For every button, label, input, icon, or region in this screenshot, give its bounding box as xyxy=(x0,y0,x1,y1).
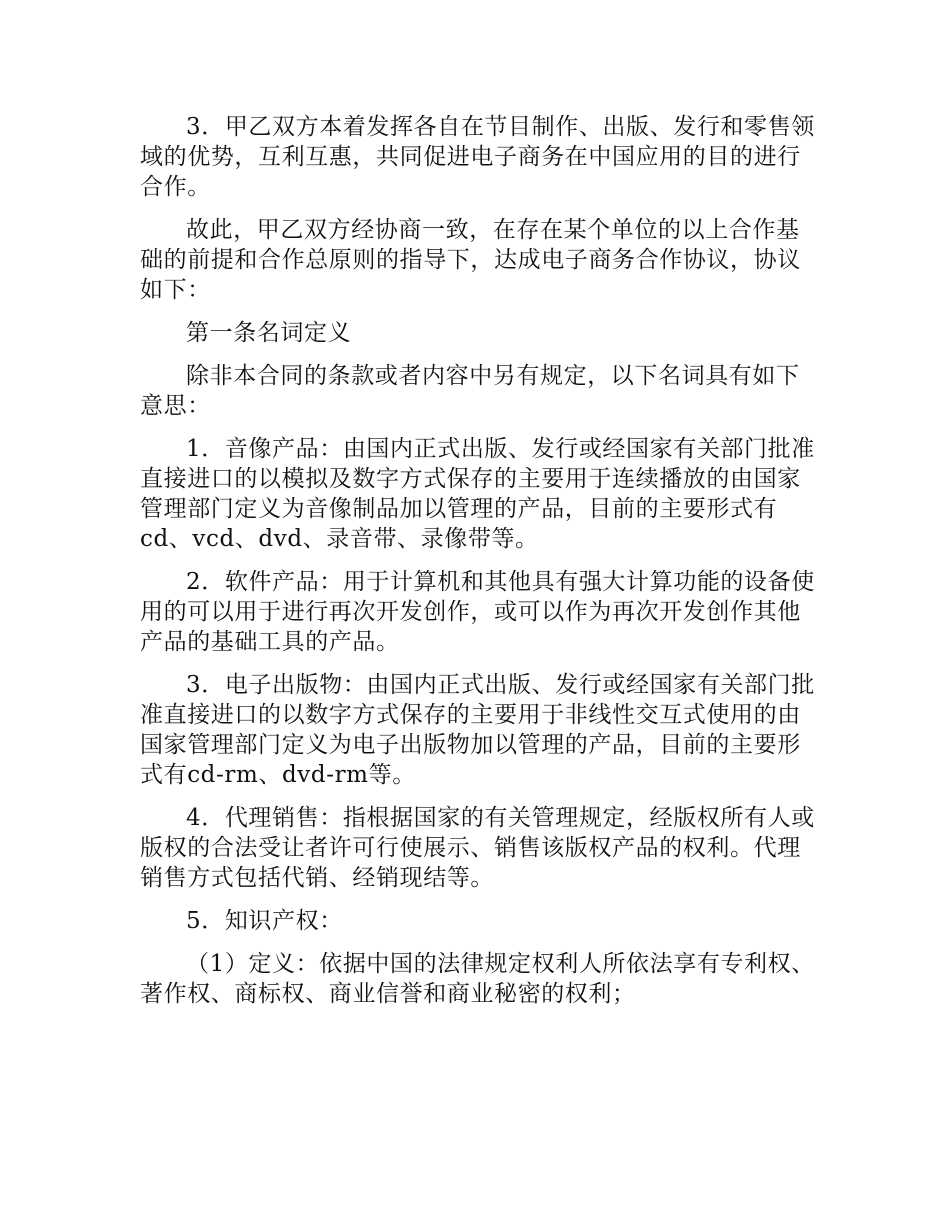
document-body xyxy=(140,112,820,1022)
paragraph-intro-cooperation: 3．甲乙双方本着发挥各自在节目制作、出版、发行和零售领域的优势，互利互惠，共同促进电子商务在中国应用的目的进行合作。 xyxy=(140,114,815,200)
article-one-heading: 第一条名词定义 xyxy=(186,320,352,346)
definition-intellectual-property-item-1: （1）定义：依据中国的法律规定权利人所依法享有专利权、著作权、商标权、商业信誉和商业秘密的权利； xyxy=(140,951,815,1007)
definition-agency-sales: 4．代理销售：指根据国家的有关管理规定，经版权所有人或版权的合法受让者许可行使展示、销售该版权产品的权利。代理销售方式包括代销、经销现结等。 xyxy=(140,805,815,891)
definition-intellectual-property-heading: 5．知识产权： xyxy=(186,908,343,934)
definition-software-products: 2．软件产品：用于计算机和其他具有强大计算功能的设备使用的可以用于进行再次开发创作，或可以作为再次开发创作其他产品的基础工具的产品。 xyxy=(140,569,815,655)
paragraph-agreement-reached: 故此，甲乙双方经协商一致，在存在某个单位的以上合作基础的前提和合作总原则的指导下，达成电子商务合作协议，协议如下： xyxy=(140,217,801,303)
paragraph-definitions-intro: 除非本合同的条款或者内容中另有规定，以下名词具有如下意思： xyxy=(140,363,800,419)
definition-audio-video-products: 1．音像产品：由国内正式出版、发行或经国家有关部门批准直接进口的以模拟及数字方式保存的主要用于连续播放的由国家管理部门定义为音像制品加以管理的产品，目前的主要形式有cd、vcd、dvd、录音带、录像带等。 xyxy=(140,436,815,552)
definition-electronic-publications: 3．电子出版物：由国内正式出版、发行或经国家有关部门批准直接进口的以数字方式保存的主要用于非线性交互式使用的由国家管理部门定义为电子出版物加以管理的产品，目前的主要形式有cd-rm、dvd-rm等。 xyxy=(140,672,815,788)
